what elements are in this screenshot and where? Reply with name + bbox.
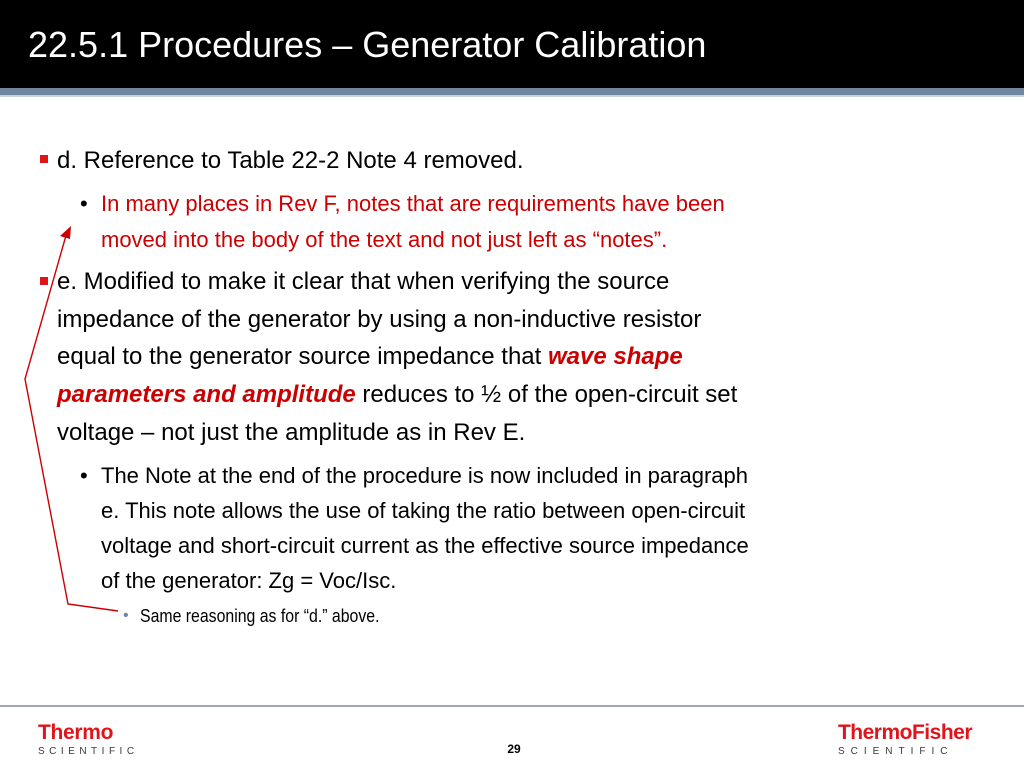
slide-title: 22.5.1 Procedures – Generator Calibration <box>28 24 707 65</box>
annotation-arrow-line <box>25 232 118 611</box>
thermo-fisher-logo <box>838 722 972 759</box>
bullet-e-line-5: voltage – not just the amplitude as in Rev E. <box>57 419 526 446</box>
bullet-e-line-3-text: equal to the generator source impedance that <box>57 343 548 370</box>
emphasis-parameters-amplitude: parameters and amplitude <box>57 381 356 408</box>
page-number: 29 <box>507 742 521 756</box>
bullet-e-sub-line-2: e. This note allows the use of taking the ratio between open-circuit <box>101 498 746 523</box>
logo-left-sub: SCIENTIFIC <box>38 746 139 757</box>
bullet-d-text: d. Reference to Table 22-2 Note 4 removed. <box>57 147 524 174</box>
bullet-e-line-2: impedance of the generator by using a non-inductive resistor <box>57 306 702 333</box>
dot-bullet-icon: • <box>80 191 88 216</box>
bullet-e-line-4-text: reduces to ½ of the open-circuit set <box>355 381 738 408</box>
logo-right-brand: ThermoFisher <box>837 721 972 744</box>
annotation-arrowhead <box>60 226 71 239</box>
bullet-e-subsub: Same reasoning as for “d.” above. <box>140 606 380 626</box>
footer-rule <box>0 705 1024 707</box>
logo-left-brand: Thermo <box>38 721 114 744</box>
bullet-e-line-1: e. Modified to make it clear that when verifying the source <box>57 268 670 295</box>
emphasis-wave-shape: wave shape <box>548 343 683 370</box>
small-dot-bullet-icon: • <box>123 607 129 624</box>
thermo-scientific-logo <box>38 722 139 759</box>
logo-right-sub: SCIENTIFIC <box>837 746 954 757</box>
bullet-e-sub-line-4: of the generator: Zg = Voc/Isc. <box>101 568 397 593</box>
bullet-e-sub-line-3: voltage and short-circuit current as the effective source impedance <box>101 533 749 558</box>
bullet-e-sub-line-1: The Note at the end of the procedure is now included in paragraph <box>101 463 748 488</box>
bullet-d-sub-line-2: moved into the body of the text and not just left as “notes”. <box>101 227 668 252</box>
dot-bullet-icon: • <box>80 463 88 488</box>
bullet-d-sub-line-1: In many places in Rev F, notes that are requirements have been <box>101 191 725 216</box>
